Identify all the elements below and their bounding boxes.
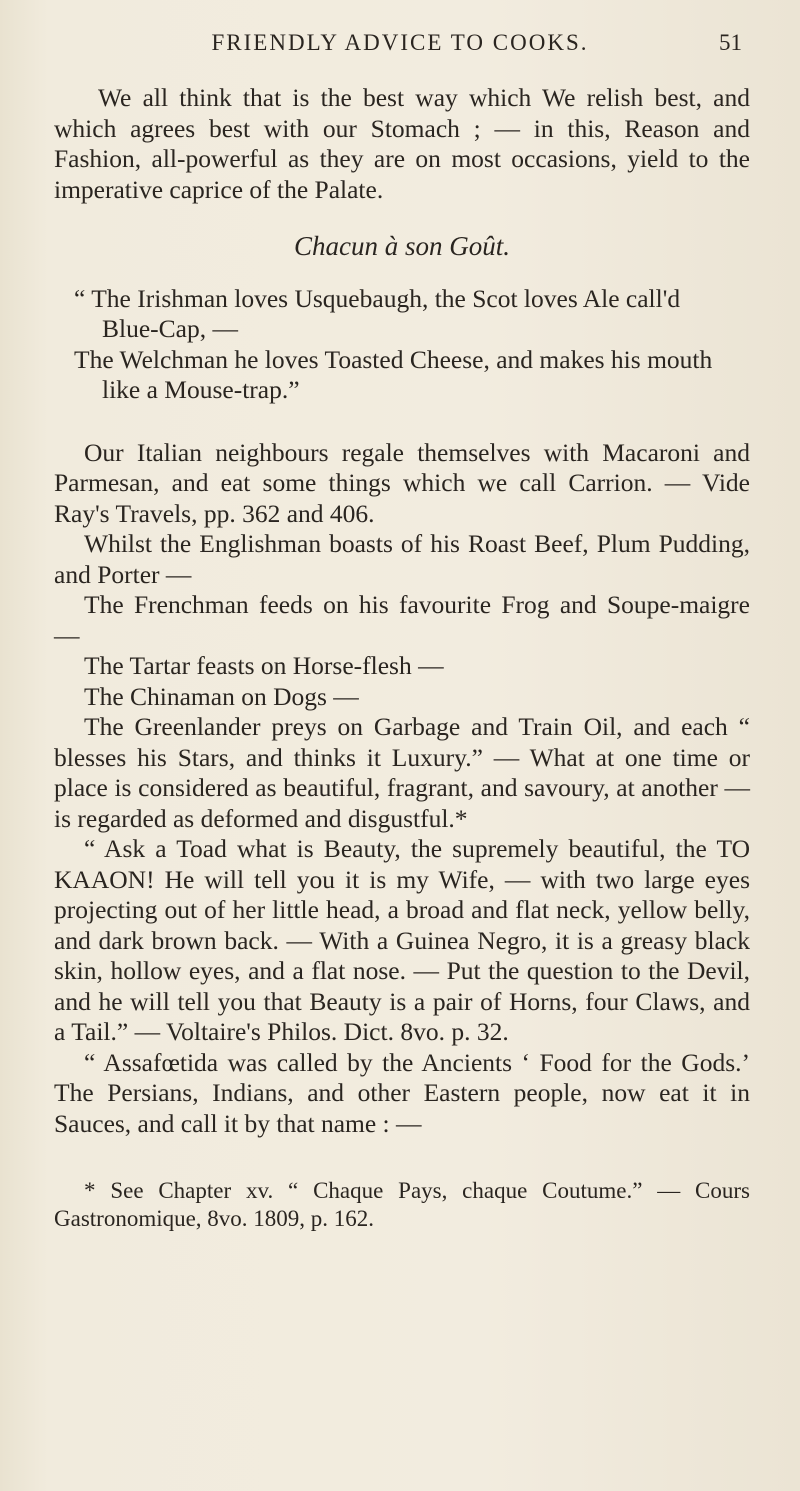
page-body bbox=[54, 83, 750, 1233]
verse-quote bbox=[54, 284, 750, 406]
motto: Chacun à son Goût. bbox=[294, 231, 510, 261]
page-number: 51 bbox=[719, 30, 742, 55]
verse-line: “ The Irishman loves Usquebaugh, the Scot loves Ale call'd bbox=[74, 283, 681, 313]
paragraph-opening: We all think that is the best way which We relish best, and which agrees best with our Stomach ; — in this, Reason and Fashion, all-powerful as they are on most occasions, yield to the imperative caprice of the Palate. bbox=[54, 83, 750, 204]
running-head bbox=[50, 30, 750, 62]
verse-line: like a Mouse-trap.” bbox=[102, 375, 300, 404]
paragraph-tartar: The Tartar feasts on Horse-flesh — bbox=[84, 651, 444, 680]
paragraph-italian: Our Italian neighbours regale themselves with Macaroni and Parmesan, and eat some things which we call Carrion. — Vide Ray's Travels, pp. 362 and 406. bbox=[54, 437, 750, 528]
paragraph-chinaman: The Chinaman on Dogs — bbox=[84, 681, 359, 711]
verse-line: The Welchman he loves Toasted Cheese, and makes his mouth bbox=[74, 344, 713, 374]
running-title: FRIENDLY ADVICE TO COOKS. bbox=[211, 30, 589, 55]
paragraph-toad-quote: “ Ask a Toad what is Beauty, the supremely beautiful, the TO KAAON! He will tell you it is my Wife, — with two large eyes projecting out of her little head, a broad and flat neck, yellow belly, and dark brown back. — With a Guinea Negro, it is a greasy black skin, hollow eyes, and a flat nose. — Put the question to the Devil, and he will tell you that Beauty is a pair of Horns, four Claws, and a Tail.” — Voltaire's Philos. Dict. 8vo. p. 32. bbox=[54, 834, 750, 1046]
paragraph-assafoetida: “ Assafœtida was called by the Ancients ‘ Food for the Gods.’ The Persians, Indians, and other Eastern people, now eat it in Sauces, and call it by that name : — bbox=[54, 1047, 750, 1138]
paragraph-greenlander: The Greenlander preys on Garbage and Train Oil, and each “ blesses his Stars, and thinks it Luxury.” — What at one time or place is considered as beautiful, fragrant, and savoury, at another — is regarded as deformed and disgustful.* bbox=[54, 712, 750, 833]
paragraph-englishman: Whilst the Englishman boasts of his Roast Beef, Plum Pudding, and Porter — bbox=[54, 529, 750, 589]
footnote bbox=[54, 1177, 750, 1233]
paragraph-frenchman: The Frenchman feeds on his favourite Frog and Soupe-maigre — bbox=[54, 590, 750, 650]
verse-line: Blue-Cap, — bbox=[102, 314, 238, 343]
spacer bbox=[54, 406, 750, 438]
footnote-text: * See Chapter xv. “ Chaque Pays, chaque Coutume.” — Cours Gastronomique, 8vo. 1809, p. 162. bbox=[54, 1178, 750, 1231]
